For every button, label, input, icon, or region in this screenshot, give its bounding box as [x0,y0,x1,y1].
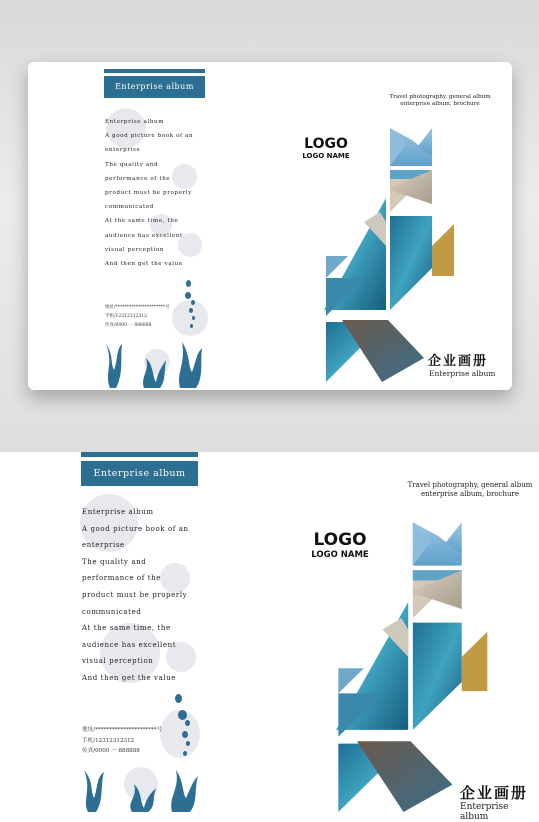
logo-name: LOGO NAME [311,550,369,560]
body-line: visual perception [82,657,154,666]
bubble-dot [189,308,193,313]
decor-circle [172,300,208,336]
bubble-dot [185,720,190,726]
album-title-band: Enterprise album [104,76,205,98]
tagline-line: enterprise album, brochure [421,490,519,498]
tangram-photo-collage [336,520,492,812]
body-line: Enterprise album [105,119,165,125]
body-line: A good picture book of an [105,133,194,140]
contact-address: 地址/**********************号 [105,305,170,310]
bubble-dot [185,292,191,299]
album-body-text [105,115,193,271]
album-title-band: Enterprise album [81,461,198,486]
contact-phone: 手机/12312312312 [105,314,148,319]
body-line: product must be properly [82,590,188,599]
body-line: audience has excellent [105,232,183,239]
logo-text: LOGO [304,136,348,152]
band-accent-line [104,69,205,73]
bubble-dot [183,751,187,756]
bubble-dot [182,731,188,738]
seaweed-illustration [100,332,210,388]
tagline-line: Travel photography, general album [407,481,533,489]
tangram-photo-collage [324,126,458,382]
body-line: enterprise [105,147,141,154]
body-line: And then get the value [82,673,177,682]
body-line: A good picture book of an [82,524,189,533]
contact-info [105,303,170,330]
bubble-dot [186,280,191,287]
body-line: The quality and [105,161,159,168]
logo-text: LOGO [313,530,367,550]
bubble-dot [192,316,195,320]
title-chinese: 企业画册 [428,354,489,369]
logo-name: LOGO NAME [302,152,350,160]
brochure-preview-card [28,62,512,390]
bubble-dot [191,300,195,305]
bubble-dot [186,741,190,746]
body-line: performance of the [82,574,162,583]
body-line: performance of the [105,175,171,182]
title-english: Enterprise album [460,802,509,822]
body-line: Enterprise album [82,508,154,516]
tagline [380,94,500,108]
body-line: And then get the value [105,261,183,268]
title-chinese: 企业画册 [460,784,529,802]
contact-fax: 传真/0000 一 888888 [82,748,140,754]
body-line: enterprise [82,541,125,550]
tagline [404,481,536,499]
contact-info [82,725,162,757]
title-english: Enterprise album [429,369,496,378]
body-line: communicated [82,607,142,616]
body-line: The quality and [82,557,147,566]
body-line: product must be properly [105,190,192,197]
bubble-dot [175,694,182,703]
bubble-dot [190,324,193,328]
seaweed-illustration [76,762,206,812]
contact-address: 地址/**********************号 [82,727,163,733]
body-line: At the same time, the [105,218,179,225]
brochure-detail-view [0,452,539,822]
contact-phone: 手机/12312312312 [82,737,135,744]
body-line: audience has excellent [82,640,177,649]
body-line: communicated [105,204,154,211]
bubble-dot [178,710,187,720]
album-body-text [82,504,189,687]
tagline-line: enterprise album, brochure [400,101,480,107]
body-line: visual perception [105,246,165,253]
band-accent-line [81,452,198,457]
body-line: At the same time, the [82,624,171,633]
contact-fax: 传真/0000 一 888888 [105,323,152,328]
tagline-line: Travel photography, general album [389,94,491,100]
